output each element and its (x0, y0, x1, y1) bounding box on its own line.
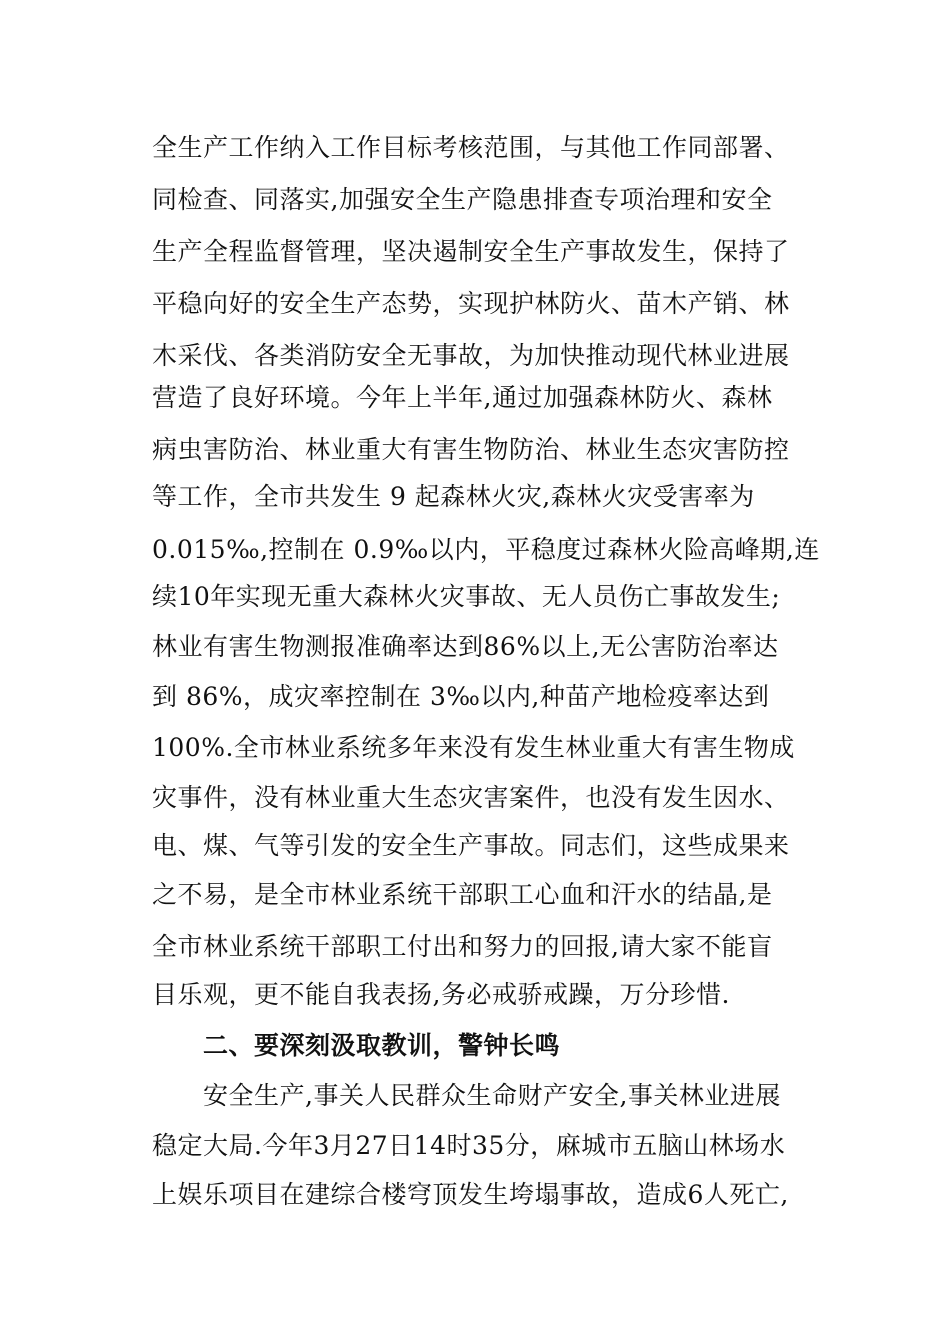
body-line: 100%.全市林业系统多年来没有发生林业重大有害生物成 (152, 733, 795, 762)
body-line: 稳定大局.今年3月27日14时35分，麻城市五脑山林场水 (152, 1131, 786, 1160)
section-heading: 二、要深刻汲取教训，警钟长鸣 (203, 1031, 561, 1060)
body-line: 0.015‰,控制在 0.9‰以内，平稳度过森林火险高峰期,连 (152, 535, 820, 564)
body-line: 平稳向好的安全生产态势，实现护林防火、苗木产销、林 (152, 289, 790, 318)
body-line: 木采伐、各类消防安全无事故，为加快推动现代林业进展 (152, 341, 790, 370)
body-line: 安全生产,事关人民群众生命财产安全,事关林业进展 (203, 1081, 781, 1110)
body-line: 之不易，是全市林业系统干部职工心血和汗水的结晶,是 (152, 880, 773, 909)
body-line: 林业有害生物测报准确率达到86%以上,无公害防治率达 (152, 632, 779, 661)
body-line: 病虫害防治、林业重大有害生物防治、林业生态灾害防控 (152, 435, 790, 464)
body-line: 全生产工作纳入工作目标考核范围，与其他工作同部署、 (152, 133, 790, 162)
body-line: 生产全程监督管理，坚决遏制安全生产事故发生，保持了 (152, 237, 790, 266)
body-line: 同检查、同落实,加强安全生产隐患排查专项治理和安全 (152, 185, 773, 214)
body-line: 营造了良好环境。今年上半年,通过加强森林防火、森林 (152, 383, 773, 412)
body-line: 全市林业系统干部职工付出和努力的回报,请大家不能盲 (152, 932, 773, 961)
body-line: 续10年实现无重大森林火灾事故、无人员伤亡事故发生; (152, 582, 781, 611)
body-line: 目乐观，更不能自我表扬,务必戒骄戒躁，万分珍惜. (152, 980, 730, 1009)
body-line: 灾事件，没有林业重大生态灾害案件，也没有发生因水、 (152, 783, 790, 812)
body-line: 等工作，全市共发生 9 起森林火灾,森林火灾受害率为 (152, 482, 755, 511)
body-line: 电、煤、气等引发的安全生产事故。同志们，这些成果来 (152, 831, 790, 860)
body-line: 到 86%，成灾率控制在 3‰以内,种苗产地检疫率达到 (152, 682, 770, 711)
body-line: 上娱乐项目在建综合楼穹顶发生垮塌事故，造成6人死亡, (152, 1180, 789, 1209)
